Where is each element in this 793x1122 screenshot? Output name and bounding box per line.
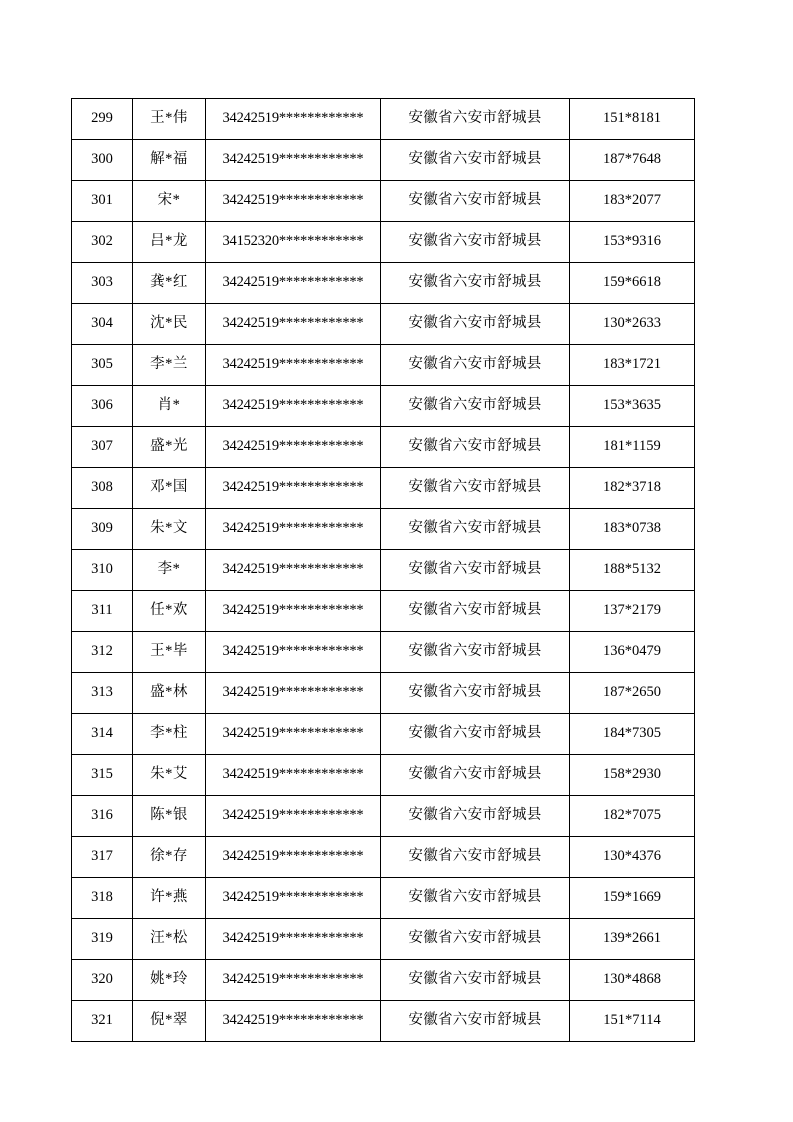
cell-phone: 182*7075 <box>570 796 695 837</box>
cell-region: 安徽省六安市舒城县 <box>381 99 570 140</box>
cell-id: 34152320************ <box>206 222 381 263</box>
table-row <box>72 386 695 427</box>
cell-phone: 151*7114 <box>570 1001 695 1042</box>
table-row <box>72 714 695 755</box>
cell-region: 安徽省六安市舒城县 <box>381 1001 570 1042</box>
cell-index: 311 <box>72 591 133 632</box>
cell-region: 安徽省六安市舒城县 <box>381 509 570 550</box>
cell-index: 319 <box>72 919 133 960</box>
cell-index: 305 <box>72 345 133 386</box>
cell-index: 316 <box>72 796 133 837</box>
cell-id: 34242519************ <box>206 919 381 960</box>
cell-index: 300 <box>72 140 133 181</box>
cell-phone: 187*2650 <box>570 673 695 714</box>
cell-index: 308 <box>72 468 133 509</box>
cell-region: 安徽省六安市舒城县 <box>381 673 570 714</box>
roster-table-container <box>71 98 672 1042</box>
cell-phone: 182*3718 <box>570 468 695 509</box>
cell-phone: 188*5132 <box>570 550 695 591</box>
cell-id: 34242519************ <box>206 99 381 140</box>
cell-index: 321 <box>72 1001 133 1042</box>
cell-name: 朱*文 <box>133 509 206 550</box>
cell-id: 34242519************ <box>206 796 381 837</box>
table-row <box>72 796 695 837</box>
cell-id: 34242519************ <box>206 181 381 222</box>
cell-region: 安徽省六安市舒城县 <box>381 837 570 878</box>
cell-phone: 130*2633 <box>570 304 695 345</box>
cell-region: 安徽省六安市舒城县 <box>381 796 570 837</box>
cell-id: 34242519************ <box>206 837 381 878</box>
cell-region: 安徽省六安市舒城县 <box>381 960 570 1001</box>
cell-id: 34242519************ <box>206 140 381 181</box>
table-row <box>72 99 695 140</box>
table-row <box>72 919 695 960</box>
cell-id: 34242519************ <box>206 468 381 509</box>
cell-index: 299 <box>72 99 133 140</box>
cell-name: 吕*龙 <box>133 222 206 263</box>
cell-id: 34242519************ <box>206 755 381 796</box>
cell-region: 安徽省六安市舒城县 <box>381 550 570 591</box>
cell-name: 姚*玲 <box>133 960 206 1001</box>
cell-region: 安徽省六安市舒城县 <box>381 140 570 181</box>
cell-name: 许*燕 <box>133 878 206 919</box>
cell-id: 34242519************ <box>206 878 381 919</box>
cell-name: 朱*艾 <box>133 755 206 796</box>
cell-index: 301 <box>72 181 133 222</box>
cell-region: 安徽省六安市舒城县 <box>381 222 570 263</box>
cell-name: 李*兰 <box>133 345 206 386</box>
cell-index: 306 <box>72 386 133 427</box>
cell-index: 304 <box>72 304 133 345</box>
cell-name: 徐*存 <box>133 837 206 878</box>
table-row <box>72 263 695 304</box>
cell-name: 任*欢 <box>133 591 206 632</box>
cell-index: 320 <box>72 960 133 1001</box>
cell-phone: 183*1721 <box>570 345 695 386</box>
cell-id: 34242519************ <box>206 1001 381 1042</box>
table-row <box>72 304 695 345</box>
cell-id: 34242519************ <box>206 591 381 632</box>
cell-name: 龚*红 <box>133 263 206 304</box>
cell-index: 317 <box>72 837 133 878</box>
table-row <box>72 509 695 550</box>
cell-index: 315 <box>72 755 133 796</box>
cell-region: 安徽省六安市舒城县 <box>381 919 570 960</box>
cell-region: 安徽省六安市舒城县 <box>381 878 570 919</box>
cell-index: 307 <box>72 427 133 468</box>
table-row <box>72 755 695 796</box>
table-row <box>72 345 695 386</box>
cell-phone: 184*7305 <box>570 714 695 755</box>
cell-phone: 181*1159 <box>570 427 695 468</box>
table-row <box>72 632 695 673</box>
table-row <box>72 960 695 1001</box>
cell-index: 312 <box>72 632 133 673</box>
cell-phone: 130*4868 <box>570 960 695 1001</box>
cell-phone: 153*3635 <box>570 386 695 427</box>
cell-name: 倪*翠 <box>133 1001 206 1042</box>
cell-region: 安徽省六安市舒城县 <box>381 427 570 468</box>
cell-phone: 183*2077 <box>570 181 695 222</box>
roster-table <box>71 98 695 1042</box>
cell-phone: 183*0738 <box>570 509 695 550</box>
cell-name: 汪*松 <box>133 919 206 960</box>
cell-index: 302 <box>72 222 133 263</box>
cell-name: 王*伟 <box>133 99 206 140</box>
cell-name: 肖* <box>133 386 206 427</box>
table-row <box>72 591 695 632</box>
cell-name: 沈*民 <box>133 304 206 345</box>
cell-id: 34242519************ <box>206 304 381 345</box>
cell-index: 310 <box>72 550 133 591</box>
cell-id: 34242519************ <box>206 960 381 1001</box>
cell-phone: 139*2661 <box>570 919 695 960</box>
cell-region: 安徽省六安市舒城县 <box>381 755 570 796</box>
cell-index: 314 <box>72 714 133 755</box>
table-row <box>72 1001 695 1042</box>
cell-index: 313 <box>72 673 133 714</box>
cell-index: 303 <box>72 263 133 304</box>
table-row <box>72 222 695 263</box>
table-body <box>72 99 695 1042</box>
cell-region: 安徽省六安市舒城县 <box>381 304 570 345</box>
cell-region: 安徽省六安市舒城县 <box>381 632 570 673</box>
cell-name: 解*福 <box>133 140 206 181</box>
cell-id: 34242519************ <box>206 509 381 550</box>
cell-phone: 130*4376 <box>570 837 695 878</box>
cell-phone: 151*8181 <box>570 99 695 140</box>
cell-index: 309 <box>72 509 133 550</box>
cell-name: 李*柱 <box>133 714 206 755</box>
cell-id: 34242519************ <box>206 632 381 673</box>
table-row <box>72 468 695 509</box>
cell-phone: 187*7648 <box>570 140 695 181</box>
cell-name: 盛*林 <box>133 673 206 714</box>
cell-id: 34242519************ <box>206 263 381 304</box>
table-row <box>72 878 695 919</box>
cell-phone: 159*1669 <box>570 878 695 919</box>
cell-id: 34242519************ <box>206 550 381 591</box>
cell-name: 宋* <box>133 181 206 222</box>
cell-region: 安徽省六安市舒城县 <box>381 386 570 427</box>
table-row <box>72 837 695 878</box>
table-row <box>72 181 695 222</box>
table-row <box>72 427 695 468</box>
cell-id: 34242519************ <box>206 345 381 386</box>
cell-phone: 158*2930 <box>570 755 695 796</box>
cell-name: 邓*国 <box>133 468 206 509</box>
cell-name: 李* <box>133 550 206 591</box>
cell-index: 318 <box>72 878 133 919</box>
table-row <box>72 550 695 591</box>
cell-region: 安徽省六安市舒城县 <box>381 263 570 304</box>
cell-id: 34242519************ <box>206 673 381 714</box>
cell-name: 王*毕 <box>133 632 206 673</box>
cell-phone: 137*2179 <box>570 591 695 632</box>
cell-id: 34242519************ <box>206 714 381 755</box>
cell-phone: 159*6618 <box>570 263 695 304</box>
cell-id: 34242519************ <box>206 386 381 427</box>
table-row <box>72 140 695 181</box>
cell-id: 34242519************ <box>206 427 381 468</box>
cell-phone: 153*9316 <box>570 222 695 263</box>
cell-region: 安徽省六安市舒城县 <box>381 468 570 509</box>
cell-region: 安徽省六安市舒城县 <box>381 591 570 632</box>
cell-name: 盛*光 <box>133 427 206 468</box>
cell-name: 陈*银 <box>133 796 206 837</box>
cell-region: 安徽省六安市舒城县 <box>381 345 570 386</box>
cell-region: 安徽省六安市舒城县 <box>381 714 570 755</box>
cell-region: 安徽省六安市舒城县 <box>381 181 570 222</box>
cell-phone: 136*0479 <box>570 632 695 673</box>
table-row <box>72 673 695 714</box>
